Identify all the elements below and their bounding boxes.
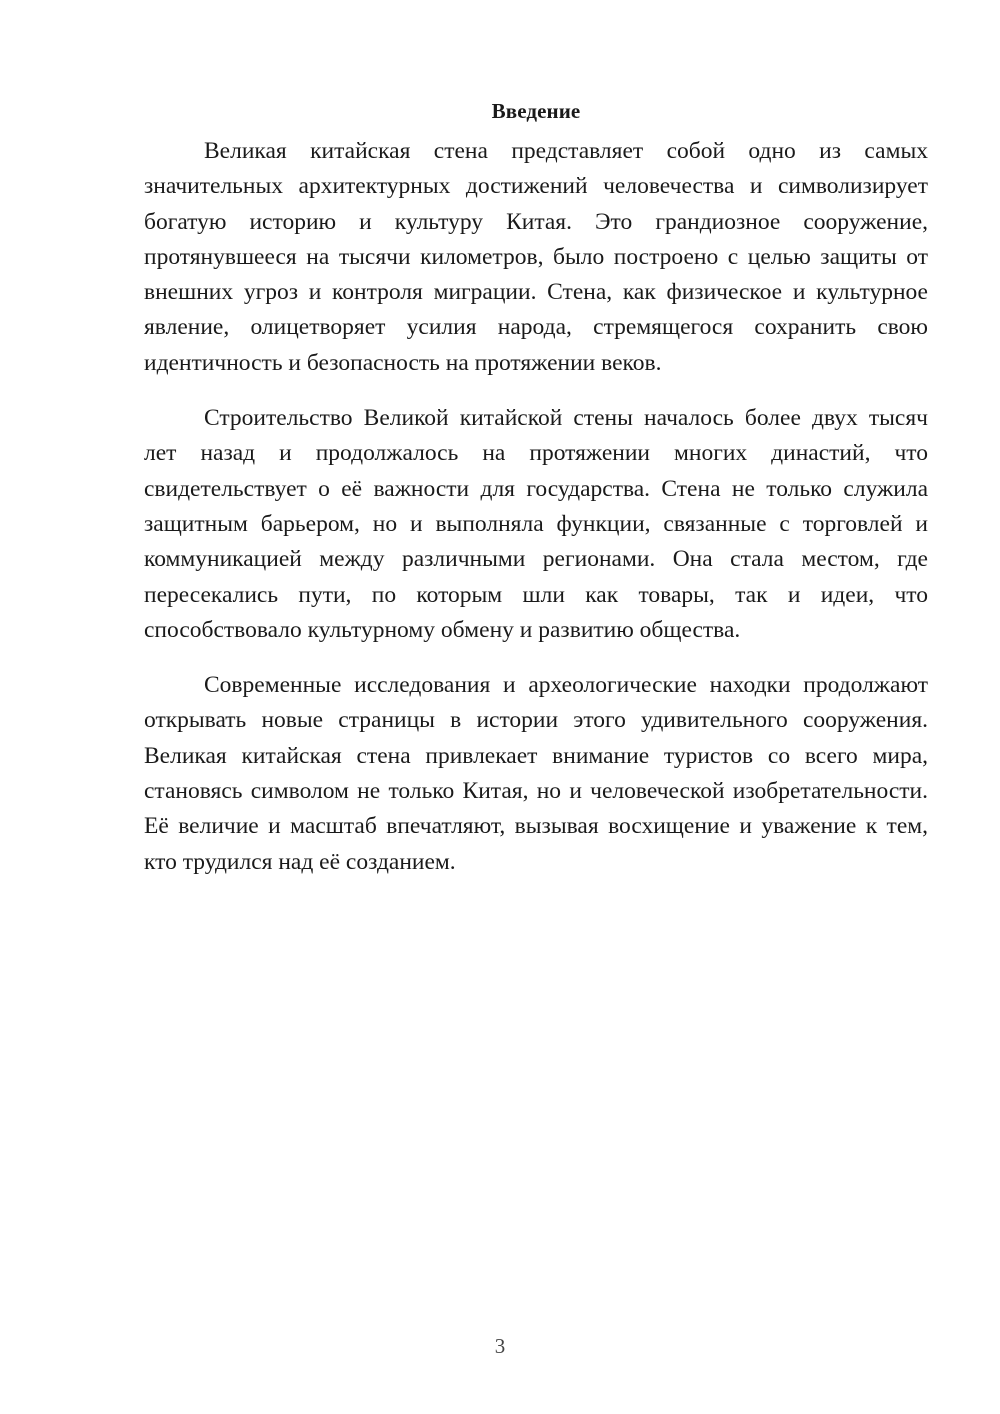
paragraph-2: Строительство Великой китайской стены началось более двух тысяч лет назад и продолжалось на протяжении многих династий, что свидетельствует о её важности для государства. Стена не только служила защитным барьером, но и выполняла функции, связанные с торговлей и коммуникацией между различными регионами. Она стала местом, где пересекались пути, по которым шли как товары, так и идеи, что способствовало культурному обмену и развитию общества. xyxy=(144,405,928,643)
paragraph-1: Великая китайская стена представляет собой одно из самых значительных архитектурных достижений человечества и символизирует богатую историю и культуру Китая. Это грандиозное сооружение, протянувшееся на тысячи километров, было построено с целью защиты от внешних угроз и контроля миграции. Стена, как физическое и культурное явление, олицетворяет усилия народа, стремящегося сохранить свою идентичность и безопасность на протяжении веков. xyxy=(144,138,928,376)
page-content xyxy=(144,96,928,900)
page-number: 3 xyxy=(494,1334,506,1358)
paragraph-3: Современные исследования и археологические находки продолжают открывать новые страницы в истории этого удивительного сооружения. Великая китайская стена привлекает внимание туристов со всего мира, становясь символом не только Китая, но и человеческой изобретательности. Её величие и масштаб впечатляют, вызывая восхищение и уважение к тем, кто трудился над её созданием. xyxy=(144,672,928,875)
section-heading: Введение xyxy=(491,99,581,123)
